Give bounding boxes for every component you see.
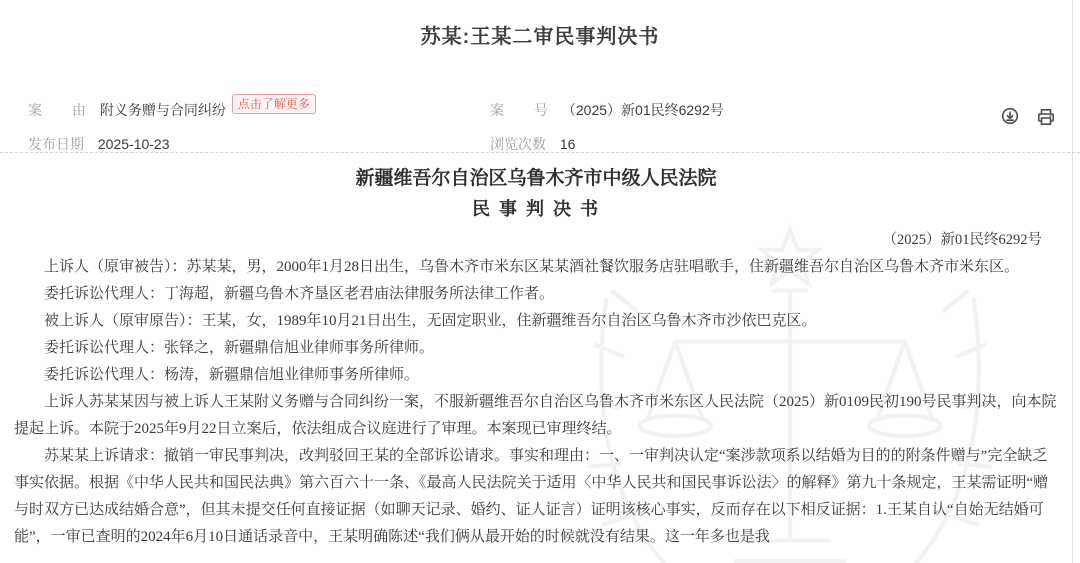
case-cause-row bbox=[28, 97, 316, 121]
paragraph-agent-1: 委托诉讼代理人：丁海超，新疆乌鲁木齐垦区老君庙法律服务所法律工作者。 bbox=[44, 286, 555, 302]
content-right-border bbox=[1072, 0, 1073, 563]
case-cause-value: 附义务赠与合同纠纷 bbox=[99, 102, 226, 118]
paragraph-appeal-request: 苏某某上诉请求：撤销一审民事判决，改判驳回王某的全部诉讼请求。事实和理由：一、一审判决认定“案涉款项系以结婚为目的的附条件赠与”完全缺乏事实依据。根据《中华人民共和国民法典》第六百六十一条、《最高人民法院关于适用〈中华人民共和国民事诉讼法〉的解释》第九十条规定，王某需证明“赠与时双方已达成结婚合意”，但其未提交任何直接证据（如聊天记录、婚约、证人证言）证明该核心事实，反而存在以下相反证据：1.王某自认“自始无结婚可能”，一审已查明的2024年6月10日通话录音中，王某明确陈述“我们俩从最开始的时候就没有结果。这一年多也是我 bbox=[14, 448, 1049, 545]
paragraph-agent-2: 委托诉讼代理人：张铎之，新疆鼎信旭业律师事务所律师。 bbox=[44, 340, 435, 356]
court-name: 新疆维吾尔自治区乌鲁木齐市中级人民法院 bbox=[355, 168, 717, 189]
learn-more-badge[interactable]: 点击了解更多 bbox=[232, 94, 316, 114]
view-count-label: 浏览次数 bbox=[490, 136, 546, 152]
publish-date-label: 发布日期 bbox=[28, 136, 84, 152]
document-body bbox=[0, 254, 1072, 551]
case-number-value: （2025）新01民终6292号 bbox=[561, 102, 724, 118]
publish-date-row bbox=[28, 134, 170, 154]
action-icons bbox=[988, 107, 1056, 132]
meta-divider bbox=[0, 152, 1080, 153]
download-icon[interactable] bbox=[1000, 107, 1020, 127]
case-cause-label: 案由 bbox=[28, 102, 86, 118]
printer-icon[interactable] bbox=[1036, 107, 1056, 127]
paragraph-appellee: 被上诉人（原审原告）：王某，女，1989年10月21日出生，无固定职业，住新疆维吾尔自治区乌鲁木齐市沙依巴克区。 bbox=[44, 313, 817, 329]
judgment-document bbox=[0, 160, 1072, 551]
paragraph-case-intro: 上诉人苏某某因与被上诉人王某附义务赠与合同纠纷一案，不服新疆维吾尔自治区乌鲁木齐市米东区人民法院（2025）新0109民初190号民事判决，向本院提起上诉。本院于2025年9月22日立案后，依法组成合议庭进行了审理。本案现已审理终结。 bbox=[14, 394, 1057, 437]
document-type: 民 事 判 决 书 bbox=[471, 199, 600, 219]
page-title: 苏某:王某二审民事判决书 bbox=[420, 26, 660, 48]
view-count-row bbox=[490, 134, 575, 154]
paragraph-appellant: 上诉人（原审被告）：苏某某，男，2000年1月28日出生，乌鲁木齐市米东区某某酒社餐饮服务店驻唱歌手，住新疆维吾尔自治区乌鲁木齐市米东区。 bbox=[44, 259, 1020, 275]
view-count-value: 16 bbox=[559, 136, 576, 152]
case-number-label: 案号 bbox=[490, 102, 548, 118]
paragraph-agent-3: 委托诉讼代理人：杨涛，新疆鼎信旭业律师事务所律师。 bbox=[44, 367, 420, 383]
document-case-number: （2025）新01民终6292号 bbox=[882, 232, 1042, 248]
case-number-row bbox=[490, 100, 724, 120]
publish-date-value: 2025-10-23 bbox=[97, 136, 170, 152]
